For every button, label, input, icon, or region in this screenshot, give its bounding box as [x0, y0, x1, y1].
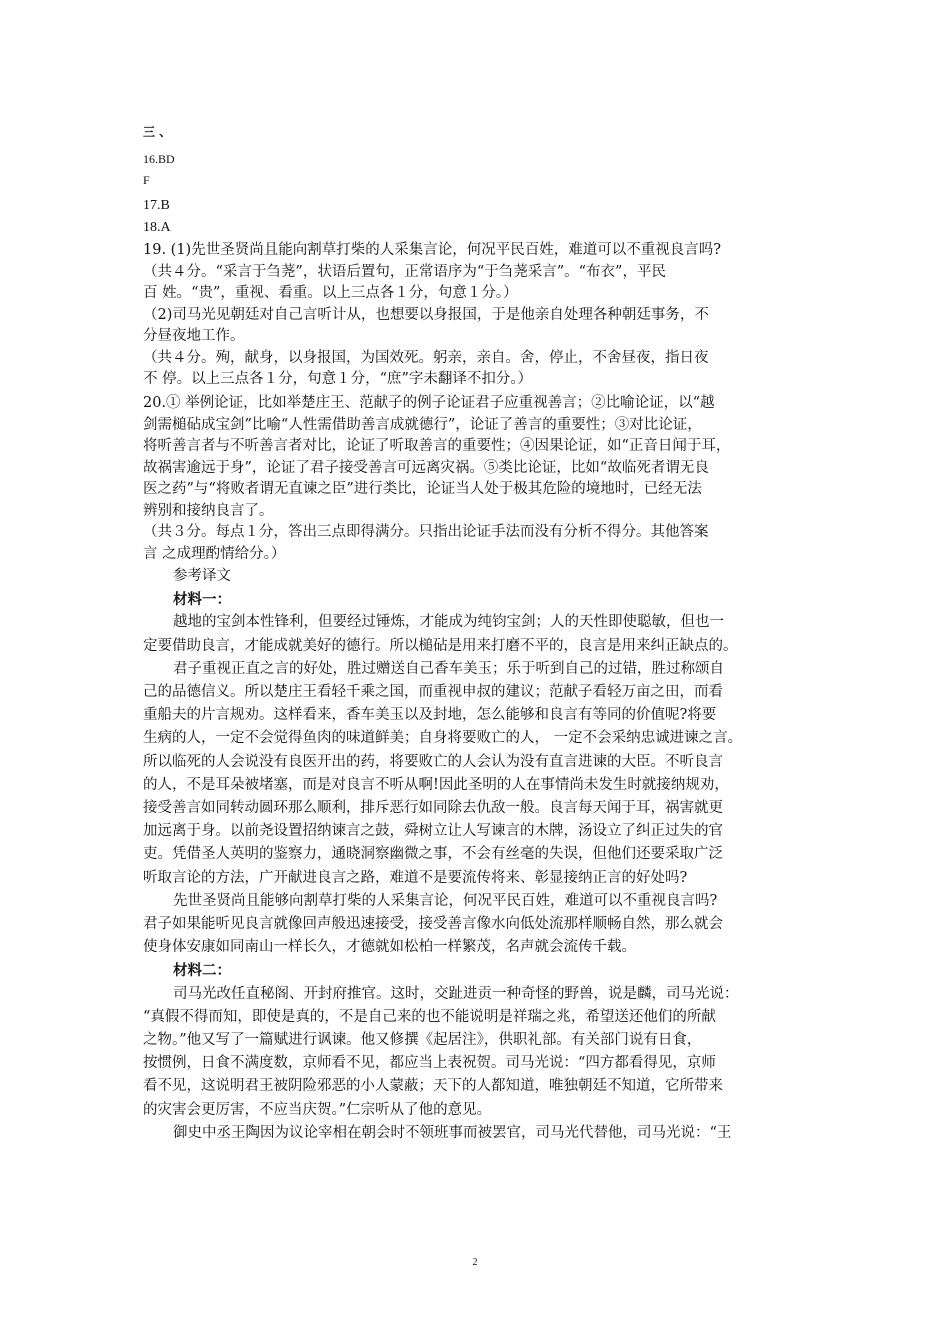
page-number: 2 [472, 1257, 478, 1268]
material-one-line: 的人，不是耳朵被堵塞，而是对良言不听从啊!因此圣明的人在事情尚未发生时就接纳规劝， [143, 776, 729, 793]
answer-16-line2: F [143, 173, 150, 187]
answer-19-line: 分昼夜地工作。 [143, 328, 245, 344]
material-two-line: 御史中丞王陶因为议论宰相在朝会时不领班事而被罢官，司马光代替他，司马光说：“王 [173, 1124, 732, 1141]
material-two-line: “真假不得而知，即使是真的，不是自己来的也不能说明是祥瑞之兆，希望送还他们的所献 [143, 1008, 716, 1025]
material-one-line: 生病的人，一定不会觉得鱼肉的味道鲜美；自身将要败亡的人， 一定不会采纳忠诚进谏之言。 [143, 730, 743, 747]
answer-20-line: 言 之成理酌情给分。） [143, 545, 286, 562]
material-one-line: 重船夫的片言规劝。这样看来，香车美玉以及封地，怎么能够和良言有等同的价值呢?将要 [143, 707, 717, 724]
answer-20-line: 故祸害逾远于身”，论证了君子接受善言可远离灾祸。⑤类比论证，比如“故临死者谓无良 [143, 459, 709, 476]
answer-17: 17.B [143, 198, 170, 213]
answer-18: 18.A [143, 220, 171, 235]
material-one-line: 听取言论的方法，广开献进良言之路，难道不是要流传将来、彰显接纳正言的好处吗? [143, 869, 688, 886]
material-one-line: 接受善言如同转动圆环那么顺利，排斥恶行如同除去仇敌一般。良言每天闻于耳，祸害就更 [143, 800, 723, 817]
answer-19-line: 不 停。以上三点各１分，句意１分，“庶”字未翻译不扣分。） [143, 371, 533, 387]
material-one-line: 越地的宝剑本性锋利，但要经过锤炼，才能成为纯钧宝剑；人的天性即使聪敏，但也一 [173, 614, 724, 631]
material-one-line: 先世圣贤尚且能够向割草打柴的人采集言论，何况平民百姓，难道可以不重视良言吗? [173, 892, 718, 909]
answer-19-line: （2)司马光见朝廷对自己言听计从，也想要以身报国，于是他亲自处理各种朝廷事务，不 [143, 306, 709, 323]
material-one-line: 君子如果能听见良言就像回声般迅速接受，接受善言像水向低处流那样顺畅自然，那么就会 [143, 916, 723, 933]
material-one-line: 定要借助良言，才能成就美好的德行。所以槌砧是用来打磨不平的，良言是用来纠正缺点的。 [143, 637, 738, 654]
material-one-line: 吏。凭借圣人英明的鉴察力，通晓洞察幽微之事，不会有丝毫的失误，但他们还要采取广泛 [143, 846, 723, 863]
answer-20-line: 医之药”与“将败者谓无直谏之臣”进行类比，论证当人处于极其危险的境地时，已经无法 [143, 481, 702, 497]
answer-19-line: （共４分。“采言于刍荛”，状语后置句，正常语序为“于刍荛采言”。“布衣”，平民 [143, 263, 666, 280]
reference-translation [143, 565, 808, 1145]
material-two-title: 材料二： [173, 962, 231, 980]
answer-20-line: 20.① 举例论证，比如举楚庄王、范献子的例子论证君子应重视善言；②比喻论证，以“越 [143, 395, 715, 411]
material-two-line: 之物。”他又写了一篇赋进行讽谏。他又修撰《起居注》，供职礼部。有关部门说有日食， [143, 1032, 702, 1049]
reference-title: 参考译文 [173, 568, 231, 584]
answer-19 [143, 240, 808, 391]
answer-19-line: 百 姓。“贵”，重视、看重。以上三点各１分，句意１分。） [143, 285, 518, 301]
material-one-line: 加远离于身。以前尧设置招纳谏言之鼓，舜树立让人写谏言的木牌，汤设立了纠正过失的官 [143, 823, 723, 840]
material-one-line: 己的品德信义。所以楚庄王看轻千乘之国，而重视申叔的建议；范献子看轻万亩之田，而看 [143, 684, 723, 701]
material-one-line: 君子重视正直之言的好处，胜过赠送自己香车美玉；乐于听到自己的过错，胜过称颂自 [173, 660, 724, 677]
material-two-line: 的灾害会更厉害，不应当庆贺。”仁宗听从了他的意见。 [143, 1101, 492, 1118]
material-two-line: 司马光改任直秘阁、开封府推官。这时，交趾进贡一种奇怪的野兽，说是麟，司马光说： [173, 985, 739, 1002]
answer-20-line: 将听善言者与不听善言者对比，论证了听取善言的重要性；④因果论证，如“正音日闻于耳， [143, 438, 731, 454]
answer-20-line: 辨别和接纳良言了。 [143, 502, 274, 519]
answer-16-line1: 16.BD [143, 152, 175, 166]
material-one-line: 使身体安康如同南山一样长久，才德就如松柏一样繁茂，名声就会流传千载。 [143, 939, 636, 956]
section-heading: 三 、 [143, 125, 172, 139]
material-two-line: 按惯例，日食不满度数，京师看不见，都应当上表祝贺。司马光说：“四方都看得见，京师 [143, 1055, 716, 1072]
answer-20-line: （共３分。每点１分，答出三点即得满分。只指出论证手法而没有分析不得分。其他答案 [143, 524, 709, 540]
answer-19-line: （共４分。殉，献身，以身报国，为国效死。躬亲，亲自。舍，停止，不舍昼夜，指日夜 [143, 349, 709, 366]
answer-20 [143, 393, 808, 565]
material-two-line: 看不见，这说明君王被阴险邪恶的小人蒙蔽；天下的人都知道，唯独朝廷不知道，它所带来 [143, 1078, 723, 1095]
material-one-title: 材料一： [173, 591, 231, 609]
answer-20-line: 剑需槌砧成宝剑”比喻“人性需借助善言成就德行”，论证了善言的重要性；③对比论证， [143, 416, 702, 433]
material-one-line: 所以临死的人会说没有良医开出的药，将要败亡的人会认为没有直言进谏的大臣。不听良言 [143, 753, 723, 770]
answer-19-line: 19. (1)先世圣贤尚且能向割草打柴的人采集言论，何况平民百姓，难道可以不重视良言吗? [143, 242, 721, 258]
